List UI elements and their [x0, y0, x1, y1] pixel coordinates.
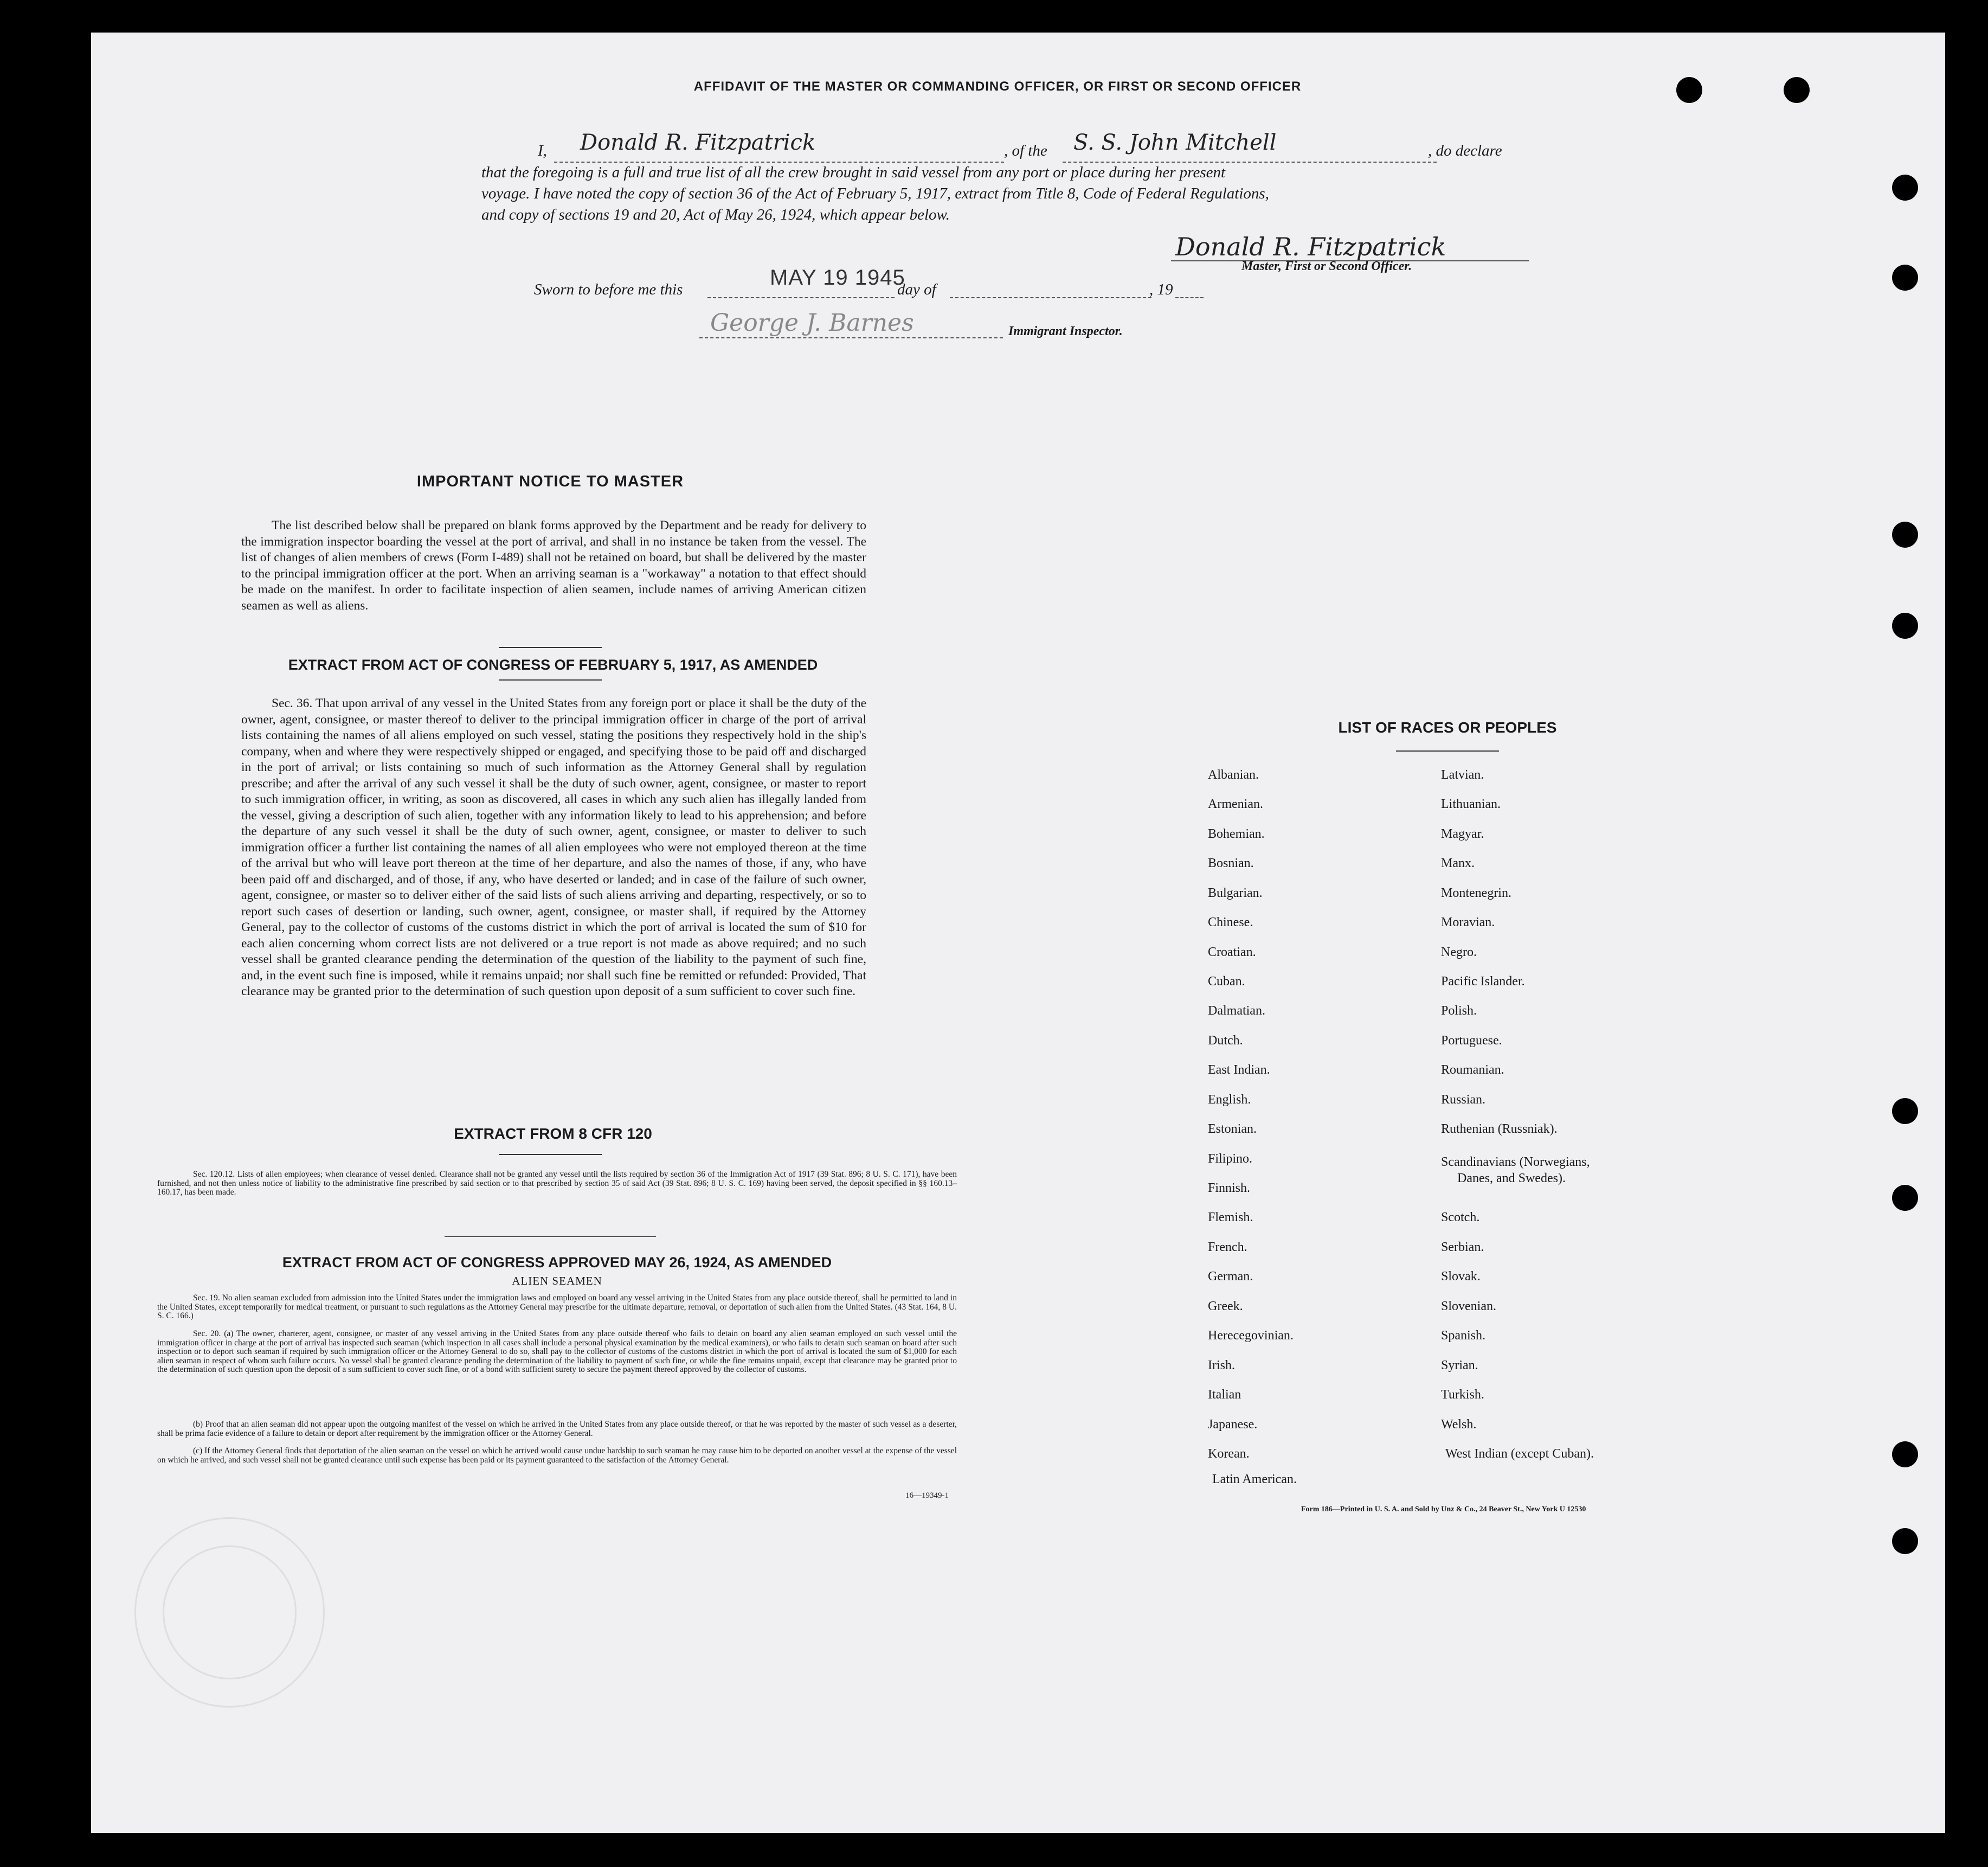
race-item: Dutch.	[1208, 1034, 1243, 1048]
race-item: Slovenian.	[1441, 1299, 1496, 1313]
race-item: Albanian.	[1208, 768, 1259, 782]
sworn-year-line	[1175, 297, 1204, 298]
race-item: Scandinavians (Norwegians,	[1441, 1155, 1590, 1169]
affidavit-line-4: and copy of sections 19 and 20, Act of May 26, 1924, which appear below.	[481, 206, 950, 223]
sworn-day-line	[707, 297, 895, 298]
affidavit-i: I,	[538, 142, 547, 159]
race-item: Korean.	[1208, 1447, 1250, 1461]
notice-title: IMPORTANT NOTICE TO MASTER	[416, 473, 684, 490]
races-title: LIST OF RACES OR PEOPLES	[1338, 719, 1557, 736]
embossed-seal-inner	[163, 1545, 297, 1679]
punch-hole	[1892, 1441, 1918, 1467]
race-item: Slovak.	[1441, 1269, 1481, 1284]
day-of-label: day of	[897, 281, 936, 298]
affidavit-line-2: that the foregoing is a full and true list of all the crew brought in said vessel from any port or place during her present	[481, 164, 1226, 181]
inspector-caption: Immigrant Inspector.	[1008, 324, 1123, 338]
extract-1924-subtitle: ALIEN SEAMEN	[512, 1274, 602, 1287]
master-name-signature: Donald R. Fitzpatrick	[580, 130, 816, 155]
punch-hole	[1892, 522, 1918, 548]
printer-footer: Form 186—Printed in U. S. A. and Sold by Unz & Co., 24 Beaver St., New York U 12530	[1301, 1505, 1586, 1513]
race-item: Irish.	[1208, 1358, 1235, 1372]
race-item: Magyar.	[1441, 827, 1484, 841]
punch-hole	[1892, 265, 1918, 291]
punch-hole	[1676, 77, 1702, 103]
race-item: East Indian.	[1208, 1063, 1270, 1077]
race-item: Serbian.	[1441, 1240, 1484, 1254]
race-item: Pacific Islander.	[1441, 974, 1525, 989]
rule	[499, 647, 602, 648]
race-item: Cuban.	[1208, 974, 1245, 989]
race-item: Ruthenian (Russniak).	[1441, 1122, 1558, 1136]
race-item: Latin American.	[1212, 1472, 1297, 1486]
vessel-name-line	[1063, 162, 1437, 163]
punch-hole	[1892, 1528, 1918, 1554]
form-number: 16—19349-1	[905, 1491, 949, 1500]
race-item: Roumanian.	[1441, 1063, 1504, 1077]
date-stamp: MAY 19 1945	[770, 266, 905, 290]
race-item: Russian.	[1441, 1093, 1486, 1107]
race-item: French.	[1208, 1240, 1247, 1254]
extract-1917-text: Sec. 36. That upon arrival of any vessel in the United States from any foreign port or place it shall be the duty of the owner, agent, consignee, or master thereof to deliver to the principal immigration officer in charge of the port of arrival lists containing the names of all aliens employed on such vessel, stating the positions they respectively hold in the ship's company, when and where they were respectively shipped or engaged, and specifying those to be paid off and discharged in the port of arrival; or lists containing so much of such information as the Attorney General shall by regulation prescribe; and after the arrival of any such vessel it shall be the duty of such owner, agent, consignee, or master to report to such immigration officer, in writing, as soon as discovered, all cases in which any such alien has illegally landed from the vessel, giving a description of such alien, together with any information likely to lead to his apprehension; and before the departure of any such vessel it shall be the duty of such owner, agent, consignee, or master to deliver to such immigration officer a further list containing the names of all alien employees who were not employed thereon at the time of the arrival but who will leave port thereon at the time of her departure, and also the names of those, if any, who have been paid off and discharged, and of those, if any, who have deserted or landed; and in case of the failure of such owner, agent, consignee, or master so to deliver either of the said lists of such aliens arriving and departing, respectively, or so to report such cases of desertion or landing, such owner, agent, consignee, or master shall, if required by the Attorney General, pay to the collector of customs of the customs district in which the port of arrival is located the sum of $10 for each alien concerning whom correct lists are not delivered or a true report is not made as above required; and no such vessel shall be granted clearance pending the determination of the question of the liability to the payment of such fine, and, in the event such fine is imposed, while it remains unpaid; nor shall such fine be remitted or refunded: Provided, That clearance may be granted prior to the determination of such question upon deposit of a sum sufficient to cover such fine.	[241, 696, 866, 998]
punch-hole	[1892, 613, 1918, 639]
race-item: Spanish.	[1441, 1329, 1486, 1343]
race-item: Bulgarian.	[1208, 886, 1263, 900]
race-item: Greek.	[1208, 1299, 1243, 1313]
extract-1924-title: EXTRACT FROM ACT OF CONGRESS APPROVED MAY 26, 1924, AS AMENDED	[282, 1254, 832, 1271]
of-the-label: , of the	[1004, 142, 1047, 159]
race-item: Danes, and Swedes).	[1457, 1171, 1566, 1185]
race-item: Armenian.	[1208, 797, 1263, 811]
do-declare-label: , do declare	[1428, 142, 1502, 159]
race-item: West Indian (except Cuban).	[1445, 1447, 1594, 1461]
race-item: Lithuanian.	[1441, 797, 1501, 811]
extract-1924-sec19: Sec. 19. No alien seaman excluded from admission into the United States under the immigration laws and employed on board any vessel arriving in the United States from any place outside thereof, shall be permitted to land in the United States, except temporarily for medical treatment, or pursuant to such regulations as the Attorney General may prescribe for the ultimate departure, removal, or deportation of such alien from the United States. (43 Stat. 164, 8 U. S. C. 166.)	[157, 1293, 957, 1320]
race-item: Herecegovinian.	[1208, 1329, 1294, 1343]
year-label: , 19	[1149, 281, 1173, 298]
race-item: Manx.	[1441, 856, 1475, 870]
race-item: Negro.	[1441, 945, 1477, 959]
sworn-month-line	[950, 297, 1151, 298]
race-item: English.	[1208, 1093, 1251, 1107]
race-item: Croatian.	[1208, 945, 1256, 959]
race-item: Finnish.	[1208, 1181, 1251, 1195]
vessel-name-handwritten: S. S. John Mitchell	[1073, 130, 1277, 155]
notice-text: The list described below shall be prepared on blank forms approved by the Department and be ready for delivery to the immigration inspector boarding the vessel at the port of arrival, and shall in no instance be taken from the vessel. The list of changes of alien members of crews (Form I-489) shall not be retained on board, but shall be delivered by the master to the principal immigration officer at the port. When an arriving seaman is a "workaway" a notation to that effect should be made on the manifest. In order to facilitate inspection of alien seamen, include names of arriving American citizen seamen as well as aliens.	[241, 518, 866, 613]
master-name-line	[554, 162, 1004, 163]
master-signature: Donald R. Fitzpatrick	[1175, 232, 1446, 261]
race-item: Portuguese.	[1441, 1034, 1502, 1048]
race-item: Latvian.	[1441, 768, 1484, 782]
sworn-label: Sworn to before me this	[534, 281, 683, 298]
race-item: Estonian.	[1208, 1122, 1257, 1136]
punch-hole	[1892, 175, 1918, 201]
race-item: Moravian.	[1441, 915, 1495, 929]
race-item: Welsh.	[1441, 1417, 1477, 1432]
race-item: Montenegrin.	[1441, 886, 1511, 900]
race-item: Flemish.	[1208, 1210, 1253, 1224]
rule	[1396, 750, 1499, 752]
race-item: Dalmatian.	[1208, 1004, 1265, 1018]
extract-1924-sec20c: (c) If the Attorney General finds that deportation of the alien seaman on the vessel on which he arrived would cause undue hardship to such seaman he may cause him to be deported on another vessel at the expense of the vessel on which he arrived, and such vessel shall not be granted clearance until such expense has been paid or its payment guaranteed to the satisfaction of the Attorney General.	[157, 1446, 957, 1465]
affidavit-title: AFFIDAVIT OF THE MASTER OR COMMANDING OFFICER, OR FIRST OR SECOND OFFICER	[693, 79, 1302, 94]
race-item: Syrian.	[1441, 1358, 1478, 1372]
extract-1924-sec20b: (b) Proof that an alien seaman did not appear upon the outgoing manifest of the vessel on which he arrived in the United States from any place outside thereof, or that he was reported by the master of such vessel as a deserter, shall be prima facie evidence of a failure to detain or deport after requirement by the immigration officer or the Attorney General.	[157, 1420, 957, 1438]
rule	[445, 1236, 656, 1237]
race-item: Polish.	[1441, 1004, 1477, 1018]
race-item: Bosnian.	[1208, 856, 1254, 870]
inspector-signature: George J. Barnes	[710, 309, 914, 337]
punch-hole	[1892, 1185, 1918, 1211]
punch-hole	[1784, 77, 1810, 103]
affidavit-line-3: voyage. I have noted the copy of section 36 of the Act of February 5, 1917, extract from Title 8, Code of Federal Regulations,	[481, 185, 1269, 202]
race-item: Italian	[1208, 1388, 1241, 1402]
rule	[499, 1154, 602, 1155]
race-item: Turkish.	[1441, 1388, 1484, 1402]
race-item: Chinese.	[1208, 915, 1253, 929]
extract-1924-sec20a: Sec. 20. (a) The owner, charterer, agent, consignee, or master of any vessel arriving in the United States from any place outside thereof who fails to detain on board any alien seaman employed on such vessel until the immigration officer in charge at the port of arrival has inspected such seaman (which inspection in all cases shall include a personal physical examination by the medical examiners), or who fails to detain such seaman on board after such inspection or to deport such seaman if required by such immigration officer or the Attorney General to do so, shall pay to the collector of customs of the customs district in which the port of arrival is located the sum of $1,000 for each alien seaman in respect of whom such failure occurs. No vessel shall be granted clearance pending the determination of the liability to payment of such fine, or while the fine remains unpaid, except that clearance may be granted prior to the determination of such question upon the deposit of a sum sufficient to cover such fine, or of a bond with sufficient surety to secure the payment thereof approved by the collector of customs.	[157, 1329, 957, 1374]
inspector-line	[699, 337, 1003, 338]
extract-cfr-text: Sec. 120.12. Lists of alien employees; when clearance of vessel denied. Clearance shall not be granted any vessel until the lists required by section 36 of the Immigration Act of 1917 (39 Stat. 896; 8 U. S. C. 171), have been furnished, and not then unless notice of liability to the administrative fine prescribed by said section or to that prescribed by section 35 of said Act (39 Stat. 896; 8 U. S. C. 169) having been served, the deposit specified in §§ 160.13–160.17, has been made.	[157, 1170, 957, 1197]
master-signature-caption: Master, First or Second Officer.	[1241, 259, 1412, 273]
race-item: Scotch.	[1441, 1210, 1480, 1224]
race-item: Filipino.	[1208, 1152, 1253, 1166]
race-item: German.	[1208, 1269, 1253, 1284]
rule	[499, 679, 602, 681]
race-item: Japanese.	[1208, 1417, 1258, 1432]
extract-1917-title: EXTRACT FROM ACT OF CONGRESS OF FEBRUARY 5, 1917, AS AMENDED	[288, 657, 818, 673]
race-item: Bohemian.	[1208, 827, 1265, 841]
extract-cfr-title: EXTRACT FROM 8 CFR 120	[454, 1125, 652, 1142]
punch-hole	[1892, 1098, 1918, 1124]
